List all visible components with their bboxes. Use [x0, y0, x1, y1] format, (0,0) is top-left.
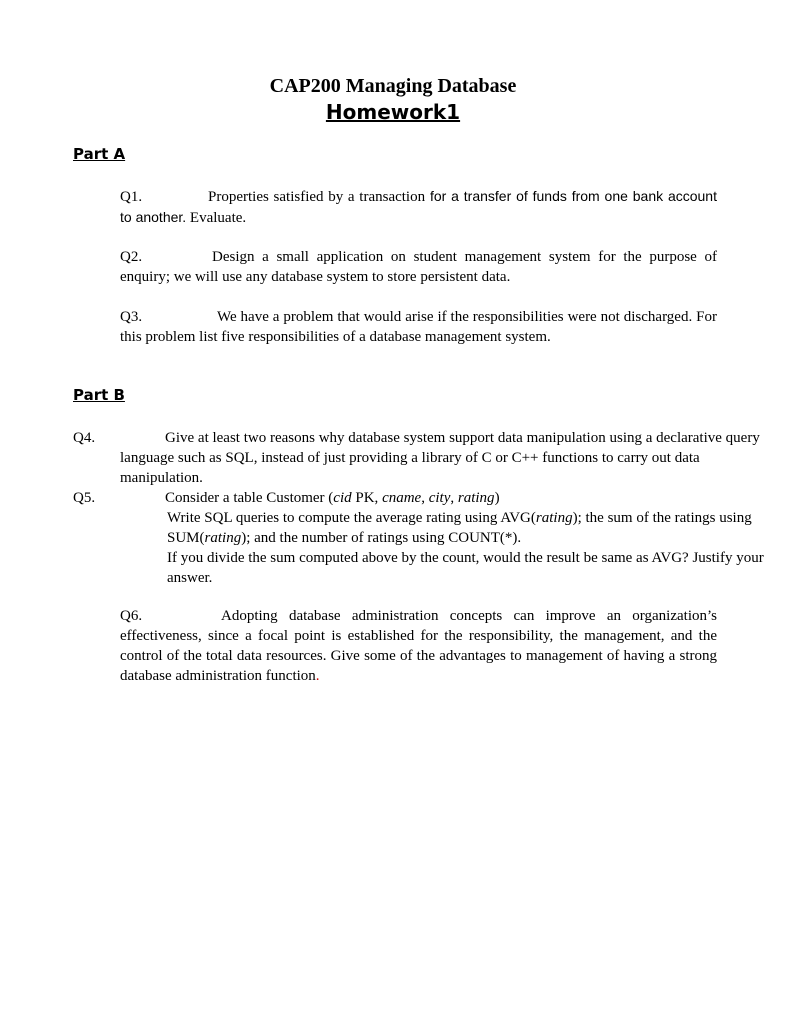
q5-line2-rating2: rating	[204, 530, 242, 546]
q5-line2-a: Write SQL queries to compute the average rating using AVG(	[167, 510, 536, 526]
q5-line2-b: ); the sum of the ratings using SUM(	[167, 510, 752, 546]
question-q4	[73, 428, 764, 488]
part-a-heading: Part A	[73, 145, 126, 163]
q6-text: Adopting database administration concepts can improve an organization’s effectiveness, since a focal point is established for the responsibility, the management, and the control of the total data resources. Give some of the advantages to management of having a strong database administration function	[120, 608, 717, 684]
q6-end: .	[315, 668, 320, 684]
q5-line2-c: ); and the number of ratings using COUNT(*).	[241, 530, 522, 546]
question-q3	[120, 307, 717, 347]
q5-sep2: ,	[450, 490, 458, 506]
q5-line3: If you divide the sum computed above by the count, would the result be same as AVG? Justify your answer.	[167, 550, 764, 586]
document-subtitle: Homework1	[325, 100, 461, 124]
q3-number: Q3.	[120, 309, 143, 325]
q5-intro: Consider a table Customer (	[165, 490, 334, 506]
question-q6	[120, 606, 717, 686]
q2-text: Design a small application on student management system for the purpose of enquiry; we will use any database system to store persistent data.	[120, 249, 717, 285]
q4-number: Q4.	[73, 430, 96, 446]
q1-text-b: for a transfer of funds from one bank account to another.	[120, 188, 717, 225]
question-q2	[120, 247, 717, 287]
question-q5	[73, 488, 764, 588]
q5-rating: rating	[457, 490, 495, 506]
q4-text: Give at least two reasons why database system support data manipulation using a declarative query language such as SQL, instead of just providing a library of C or C++ functions to carry out data manipulation.	[120, 430, 760, 486]
part-b-heading: Part B	[73, 386, 125, 404]
q3-text: We have a problem that would arise if the responsibilities were not discharged. For this problem list five responsibilities of a database management system.	[120, 309, 717, 345]
q5-sep1: ,	[421, 490, 429, 506]
q5-cid: cid	[333, 490, 352, 506]
document-title: CAP200 Managing Database	[269, 75, 517, 97]
q5-cname: cname	[382, 490, 422, 506]
q5-number: Q5.	[73, 490, 96, 506]
q1-text-c: Evaluate.	[186, 210, 247, 226]
q5-city: city	[428, 490, 451, 506]
q5-line2-rating1: rating	[535, 510, 573, 526]
question-q1	[120, 186, 717, 228]
q1-text-a: Properties satisfied by a transaction	[208, 189, 426, 205]
q6-number: Q6.	[120, 608, 143, 624]
q5-close: )	[494, 490, 500, 506]
q2-number: Q2.	[120, 249, 143, 265]
q5-pk: PK,	[351, 490, 383, 506]
q1-number: Q1.	[120, 189, 143, 205]
